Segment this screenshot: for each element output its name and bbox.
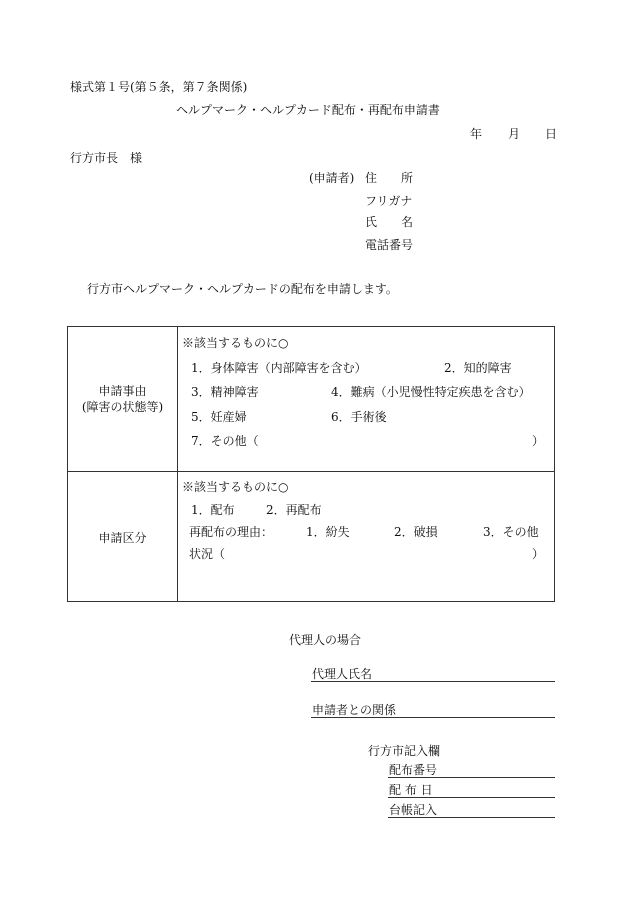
redistribution-reason-label: 再配布の理由： xyxy=(189,525,274,539)
reason-option-mental[interactable]: 3．精神障害 xyxy=(191,385,259,399)
proxy-name-line[interactable] xyxy=(311,681,555,682)
redistribution-reason-other[interactable]: 3．その他 xyxy=(483,525,539,539)
addressee: 行方市長 様 xyxy=(70,151,143,165)
application-statement: 行方市ヘルプマーク・ヘルプカードの配布を申請します。 xyxy=(87,282,398,296)
proxy-name-label: 代理人氏名 xyxy=(312,667,373,681)
office-distribution-number-label: 配布番号 xyxy=(389,763,438,777)
table-row-divider xyxy=(68,471,554,472)
reason-label xyxy=(68,383,177,415)
reason-option-physical[interactable]: 1．身体障害（内部障害を含む） xyxy=(191,361,367,375)
reason-option-other[interactable]: 7．その他（ xyxy=(191,434,259,448)
applicant-address-label: 住 所 xyxy=(365,171,414,185)
office-ledger-entry-label: 台帳記入 xyxy=(389,803,438,817)
reason-instruction: ※該当するものに○ xyxy=(182,336,289,350)
redistribution-reason-lost[interactable]: 1．紛失 xyxy=(306,525,350,539)
reason-label-line1: 申請事由 xyxy=(98,384,147,398)
office-distribution-date-label: 配 布 日 xyxy=(389,783,433,797)
category-label: 申請区分 xyxy=(98,531,147,545)
proxy-heading: 代理人の場合 xyxy=(289,633,362,647)
reason-other-close-paren: ） xyxy=(532,434,545,448)
date-day: 日 xyxy=(545,127,558,141)
reason-option-intractable-disease[interactable]: 4．難病（小児慢性特定疾患を含む） xyxy=(331,385,531,399)
reason-option-intellectual[interactable]: 2．知的障害 xyxy=(444,361,512,375)
reason-option-post-surgery[interactable]: 6．手術後 xyxy=(331,410,387,424)
form-title: ヘルプマーク・ヘルプカード配布・再配布申請書 xyxy=(176,103,440,117)
applicant-label: (申請者) xyxy=(309,171,355,185)
proxy-relation-line[interactable] xyxy=(311,717,555,718)
situation-close-paren: ） xyxy=(532,547,545,561)
applicant-name-label: 氏 名 xyxy=(365,215,414,229)
table-column-divider xyxy=(177,327,178,601)
office-distribution-date-line[interactable] xyxy=(388,797,555,798)
office-distribution-number-line[interactable] xyxy=(388,777,555,778)
date-year: 年 xyxy=(470,127,483,141)
date-month: 月 xyxy=(508,127,521,141)
reason-option-pregnant[interactable]: 5．妊産婦 xyxy=(191,410,247,424)
reason-label-line2: (障害の状態等) xyxy=(81,400,164,414)
application-table xyxy=(67,326,555,602)
category-option-redistribution[interactable]: 2．再配布 xyxy=(266,503,322,517)
proxy-relation-label: 申請者との関係 xyxy=(312,703,397,717)
office-ledger-entry-line[interactable] xyxy=(388,817,555,818)
form-code: 様式第１号(第５条，第７条関係) xyxy=(70,80,248,94)
category-instruction: ※該当するものに○ xyxy=(182,480,289,494)
category-option-distribution[interactable]: 1．配布 xyxy=(191,503,235,517)
redistribution-reason-damaged[interactable]: 2．破損 xyxy=(394,525,438,539)
situation-label[interactable]: 状況（ xyxy=(189,547,226,561)
applicant-furigana-label: フリガナ xyxy=(365,194,413,208)
office-heading: 行方市記入欄 xyxy=(368,744,441,758)
applicant-phone-label: 電話番号 xyxy=(365,238,414,252)
